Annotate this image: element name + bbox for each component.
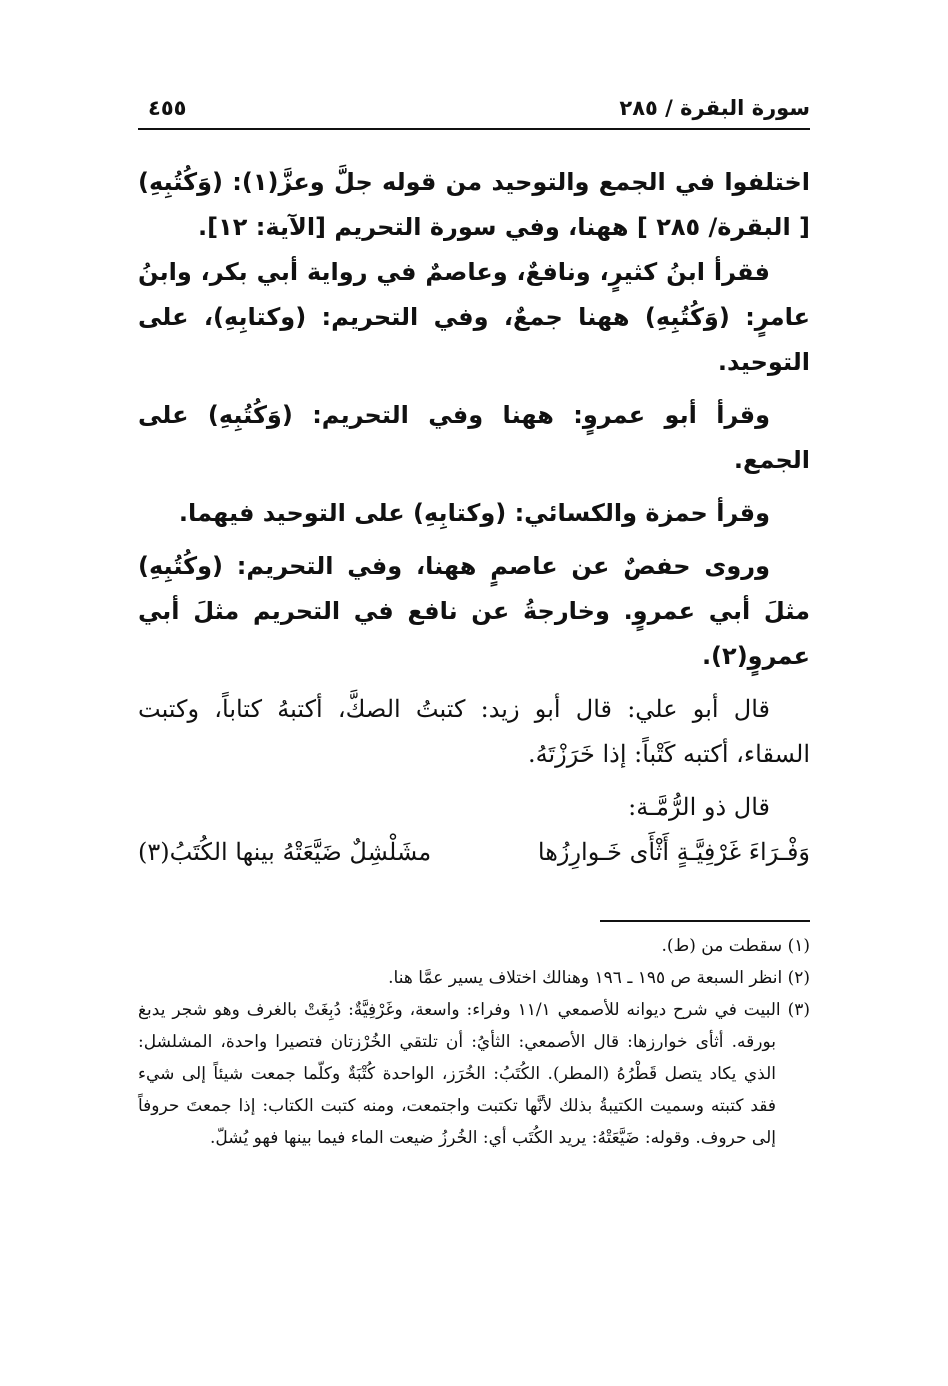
poetry-verse: [138, 830, 810, 874]
footnote-rule: [600, 920, 810, 922]
paragraph-abu-amr: وقرأ أبو عمروٍ: ههنا وفي التحريم: (وَكُتُبِهِ) على الجمع.: [138, 401, 810, 474]
page-number: ٤٥٥: [148, 96, 187, 120]
spacer: [138, 385, 810, 393]
verse-first-hemistich: وَفْـرَاءَ غَرْفِيَّـةٍ أَثْأَى خَـوارِزُها: [537, 838, 810, 866]
footnote-3: (٣) البيت في شرح ديوانه للأصمعي ١١/١ وفراء: واسعة، وغَرْفِيَّةٌ: دُبِغَتْ بالغرف وهو شجر يدبغ بورقه. أثأى خوارزها: قال الأصمعي: الثأيُ: أن تلتقي الخُرْزتان فتصيرا واحدة، المشلشل: الذي يكاد يتصل قَطْرُهُ (المطر). الكُتَبُ: الخُرَز، الواحدة كُتْبَةٌ وكلّما جمعت شيئاً إلى شيء فقد كتبته وسميت الكتيبةُ بذلك لأنَّها تكتبت واجتمعت، ومنه كتبت الكتاب: إذا جمعتَ حروفاً إلى حروف. وقوله: ضَيَّعَتْهُ: يريد الكُتَب أي: الخُرزُ ضيعت الماء فيما بينها فهو يُشلّ.: [138, 1000, 810, 1148]
running-title: سورة البقرة / ٢٨٥: [619, 96, 810, 120]
footnote-1: (١) سقطت من (ط).: [661, 936, 810, 956]
paragraph-hafs: وروى حفصٌ عن عاصمٍ ههنا، وفي التحريم: (وكُتُبِهِ) مثلَ أبي عمروٍ. وخارجةُ عن نافع في التحريم مثلَ أبي عمروٍ(٢).: [138, 552, 810, 670]
footnote-2: (٢) انظر السبعة ص ١٩٥ ـ ١٩٦ وهنالك اختلاف يسير عمَّا هنا.: [388, 968, 810, 988]
paragraph-ibn-kathir: فقرأ ابنُ كثيرٍ، ونافعٌ، وعاصمٌ في رواية أبي بكر، وابنُ عامرٍ: (وَكُتُبِهِ) ههنا جمعٌ، وفي التحريم: (وكتابِهِ)، على التوحيد.: [138, 258, 810, 376]
verse-second-hemistich: مشَلْشِلٌ ضَيَّعَتْهُ بينها الكُتَبُ(٣): [138, 838, 432, 866]
spacer: [138, 536, 810, 544]
paragraph-verse-intro: قال ذو الرُّمَّـة:: [628, 793, 770, 821]
main-text: [138, 160, 810, 874]
paragraph-intro: اختلفوا في الجمع والتوحيد من قوله جلَّ وعزَّ(١): (وَكُتُبِهِ) [ البقرة/ ٢٨٥ ] ههنا، وفي سورة التحريم [الآية: ١٢].: [138, 168, 810, 241]
paragraph-hamza: وقرأ حمزة والكسائي: (وكتابِهِ) على التوحيد فيهما.: [178, 499, 770, 527]
paragraph-abu-ali: قال أبو علي: قال أبو زيد: كتبتُ الصكَّ، أكتبهُ كتاباً، وكتبت السقاء، أكتبه كَتْباً: إذا خَرَزْتَهُ.: [138, 695, 810, 768]
spacer: [138, 777, 810, 785]
page-header: [138, 92, 810, 128]
header-rule: [138, 128, 810, 130]
spacer: [138, 483, 810, 491]
spacer: [138, 679, 810, 687]
footnotes: [138, 930, 810, 1154]
